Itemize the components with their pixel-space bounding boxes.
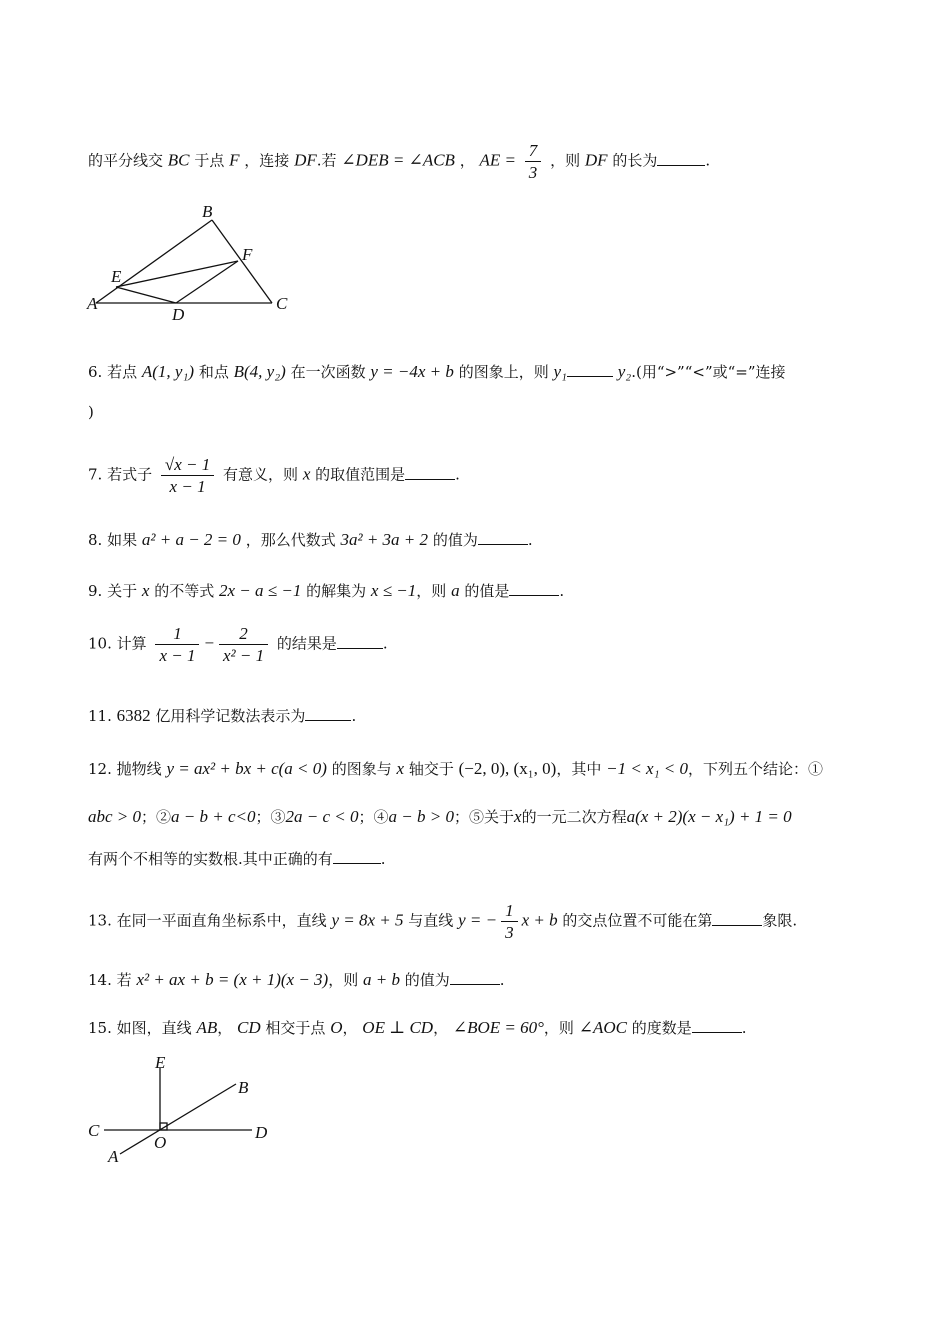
math: ∠BOE = 60° [452, 1018, 544, 1037]
answer-blank[interactable] [450, 970, 500, 985]
q6-line2 [88, 405, 94, 420]
text: . [741, 1019, 747, 1037]
math: a(x + 2)(x − x₁) + 1 = 0 [626, 807, 792, 826]
text: 若点 [107, 363, 138, 381]
math: 2a − c < 0 [285, 807, 359, 826]
label-e: E [155, 1053, 166, 1072]
math: BC [167, 150, 190, 170]
text: 的解集为 [306, 582, 367, 600]
text: . [351, 707, 357, 725]
answer-blank[interactable] [657, 151, 705, 166]
text: 的结果是 [276, 634, 337, 653]
math: a² + a − 2 = 0 [141, 530, 241, 549]
question-number: 9. [88, 582, 103, 600]
text: . [559, 582, 565, 600]
math: AE = [479, 150, 517, 170]
text: 的平分线交 [88, 151, 164, 170]
intersecting-lines-figure [84, 1052, 284, 1167]
math: DF [584, 150, 608, 170]
text: .(用“>”“<”或“=”连接 [631, 363, 786, 381]
text: ， [217, 1019, 233, 1037]
q5-text [88, 142, 710, 181]
text: . [527, 531, 533, 549]
label-d: D [172, 305, 185, 324]
text: ；④ [358, 808, 389, 826]
text: ；⑤关于 [454, 808, 515, 826]
text: 于点 [194, 151, 225, 170]
text: 的值为 [404, 971, 450, 989]
q12-line1 [88, 760, 823, 777]
math: a [451, 581, 460, 600]
text: 在同一平面直角坐标系中，直线 [116, 911, 327, 930]
text: ，下列五个结论：① [687, 760, 823, 778]
math: y₂ [617, 362, 632, 381]
question-number: 11. [88, 707, 112, 725]
math: 3a² + 3a + 2 [340, 530, 429, 549]
answer-blank[interactable] [509, 581, 559, 596]
text: . [380, 850, 386, 868]
answer-blank[interactable] [478, 530, 528, 545]
answer-blank[interactable] [712, 911, 762, 926]
text: ， [342, 1019, 358, 1037]
text: 若 [116, 971, 132, 989]
text: 的一元二次方程 [521, 808, 627, 826]
math: y = ax² + bx + c(a < 0) [166, 759, 327, 778]
text: ，则 [550, 151, 581, 170]
text: 如图，直线 [116, 1019, 192, 1037]
math: a + b [363, 970, 400, 989]
label-b: B [238, 1078, 249, 1097]
text: ， [459, 151, 475, 170]
text: . [792, 911, 798, 930]
denominator: 3 [505, 923, 514, 942]
text: 亿用科学记数法表示为 [155, 707, 306, 725]
math: y = 8x + 5 [331, 910, 404, 930]
math: OE ⊥ CD [362, 1018, 434, 1037]
math: (−2, 0), (x₁, 0) [458, 759, 557, 778]
text: .若 [316, 151, 337, 170]
label-c: C [276, 294, 288, 313]
q12-line2 [88, 808, 792, 825]
triangle-figure [84, 200, 294, 325]
text: 的交点位置不可能在第 [562, 911, 713, 930]
text: ，那么代数式 [245, 531, 336, 549]
label-f: F [242, 245, 253, 264]
label-b: B [202, 202, 213, 221]
q11-text [88, 706, 356, 724]
text: 与直线 [408, 911, 454, 930]
numerator: 2 [219, 625, 268, 645]
question-number: 12. [88, 760, 112, 778]
math: y = − [458, 910, 498, 930]
math: x [302, 464, 311, 484]
question-number: 8. [88, 531, 103, 549]
math: ∠DEB = ∠ACB [341, 150, 455, 170]
fraction [155, 625, 199, 664]
text: 若式子 [107, 465, 153, 484]
math: abc > 0 [88, 807, 142, 826]
text: ， [433, 1019, 449, 1037]
math: 2x − a ≤ −1 [219, 581, 302, 600]
math: A(1, y₁) [141, 362, 195, 381]
text: . [455, 465, 460, 484]
text: . [499, 971, 505, 989]
text: . [705, 151, 711, 170]
text: 轴交于 [408, 760, 454, 778]
question-number: 14. [88, 971, 112, 989]
label-c: C [88, 1121, 100, 1140]
label-a: A [108, 1147, 119, 1166]
text: ，其中 [556, 760, 602, 778]
text: 抛物线 [116, 760, 162, 778]
math: a − b > 0 [388, 807, 454, 826]
text: 的不等式 [154, 582, 215, 600]
q7-text [88, 456, 460, 495]
text: ；③ [255, 808, 286, 826]
math: y = −4x + b [370, 362, 454, 381]
label-o: O [154, 1133, 167, 1152]
text: 有两个不相等的实数根.其中正确的有 [88, 850, 333, 868]
fraction [161, 456, 214, 495]
math: F [229, 150, 240, 170]
text: ；② [141, 808, 172, 826]
fraction [219, 625, 268, 664]
question-number: 10. [88, 634, 112, 653]
text: 有意义，则 [223, 465, 299, 484]
text: 的取值范围是 [315, 465, 406, 484]
math: −1 < x₁ < 0 [606, 759, 688, 778]
numerator: 7 [525, 142, 542, 162]
q14-text [88, 970, 505, 988]
math: − [203, 633, 215, 653]
fraction [501, 902, 518, 941]
math: O [330, 1018, 343, 1037]
math: x ≤ −1 [370, 581, 417, 600]
q9-text [88, 581, 564, 599]
question-number: 15. [88, 1019, 112, 1037]
denominator: x − 1 [159, 646, 196, 665]
text: 的值是 [464, 582, 510, 600]
text: 的图象与 [331, 760, 392, 778]
text: ，则 [328, 971, 359, 989]
q13-text [88, 902, 797, 941]
text: ，则 [543, 1019, 574, 1037]
denominator: 3 [528, 163, 538, 182]
math: CD [237, 1018, 261, 1037]
answer-blank[interactable] [305, 706, 351, 721]
text: 在一次函数 [290, 363, 366, 381]
answer-blank[interactable] [405, 465, 455, 480]
text: 相交于点 [265, 1019, 326, 1037]
numerator: 1 [501, 902, 518, 922]
text: ，则 [416, 582, 447, 600]
math: x + b [521, 910, 558, 930]
q12-line3 [88, 849, 386, 867]
label-d: D [255, 1123, 268, 1142]
label-e: E [111, 267, 122, 286]
denominator: x² − 1 [222, 646, 265, 665]
text: 如果 [107, 531, 138, 549]
text: 的值为 [432, 531, 478, 549]
text: 的长为 [612, 151, 658, 170]
numerator: 1 [155, 625, 199, 645]
q6-line1 [88, 362, 786, 380]
text: 和点 [198, 363, 229, 381]
math: AB [196, 1018, 218, 1037]
math: a − b + c<0 [171, 807, 256, 826]
math: DF [294, 150, 317, 170]
math: ∠AOC [578, 1018, 627, 1037]
text: . [382, 634, 388, 653]
question-number: 6. [88, 363, 103, 381]
math: x [514, 807, 522, 826]
answer-blank[interactable] [692, 1018, 742, 1033]
math: 6382 [116, 706, 151, 725]
q10-text [88, 625, 388, 664]
text: 象限 [762, 911, 793, 930]
text: ) [88, 403, 94, 421]
q15-text [88, 1018, 747, 1036]
math: x [396, 759, 405, 778]
question-number: 7. [88, 465, 103, 484]
math: x² + ax + b = (x + 1)(x − 3) [136, 970, 329, 989]
denominator: x − 1 [169, 477, 206, 496]
numerator: √x − 1 [161, 456, 214, 476]
q8-text [88, 530, 533, 548]
text: 的图象上，则 [458, 363, 549, 381]
text: 的度数是 [631, 1019, 692, 1037]
question-number: 13. [88, 911, 112, 930]
math: y₁ [553, 362, 567, 381]
answer-blank[interactable] [567, 362, 613, 377]
text: 计算 [116, 634, 147, 653]
text: 关于 [107, 582, 138, 600]
math: x [141, 581, 150, 600]
math: B(4, y₂) [233, 362, 286, 381]
answer-blank[interactable] [337, 634, 383, 649]
answer-blank[interactable] [333, 849, 381, 864]
text: ，连接 [244, 151, 290, 170]
fraction [525, 142, 542, 181]
label-a: A [87, 294, 98, 313]
